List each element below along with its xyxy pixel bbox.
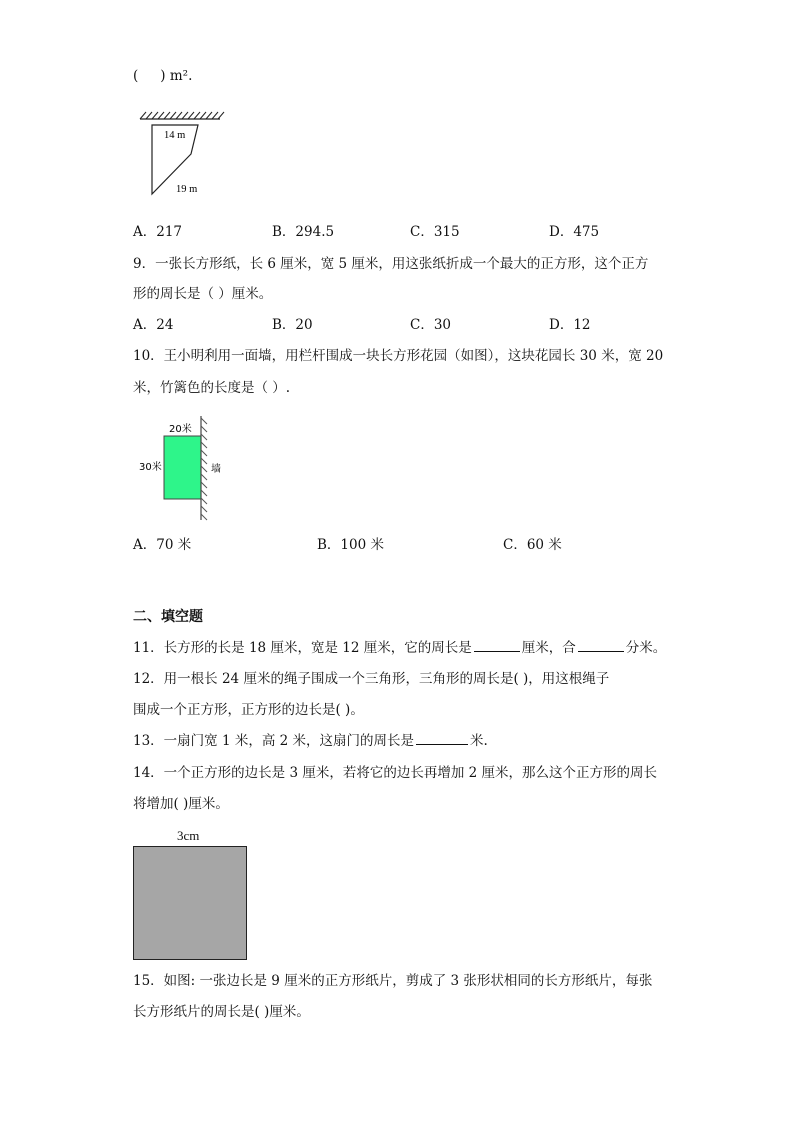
q14-line1: 14．一个正方形的边长是 3 厘米，若将它的边长再增加 2 厘米，那么这个正方形的周长 [133, 765, 658, 781]
q14-square [133, 846, 247, 960]
q9-option-c[interactable]: C．30 [410, 317, 452, 333]
q11-part1: 11．长方形的长是 18 厘米，宽是 12 厘米，它的周长是 [133, 640, 472, 656]
q10-garden-rect [164, 436, 201, 499]
q15-line2: 长方形纸片的周长是( )厘米。 [133, 1004, 310, 1020]
q11-part3: 分米。 [625, 640, 667, 656]
q13-part2: 米. [470, 733, 488, 749]
q8-paren-close: ) [160, 68, 166, 84]
q15-line1: 15．如图: 一张边长是 9 厘米的正方形纸片，剪成了 3 张形状相同的长方形纸片，每张 [133, 973, 653, 989]
q8-option-a[interactable]: A．217 [133, 224, 183, 240]
q9-option-d[interactable]: D．12 [549, 317, 591, 333]
q10-side-label: 30米 [139, 462, 162, 473]
q13-line [133, 731, 488, 751]
q10-line1: 10．王小明利用一面墙，用栏杆围成一块长方形花园（如图），这块花园长 30 米，宽 20 [133, 348, 664, 364]
q10-line2: 米，竹篱色的长度是（ ）. [133, 380, 291, 396]
q8-top-label: 14 m [164, 130, 186, 141]
q14-line2: 将增加( )厘米。 [133, 796, 229, 812]
q10-wall-label: 墙 [211, 464, 221, 475]
q8-bottom-label: 19 m [176, 184, 198, 195]
q13-part1: 13．一扇门宽 1 米，高 2 米，这扇门的周长是 [133, 733, 415, 749]
q8-end: . [188, 68, 193, 84]
q11-blank-2[interactable] [578, 638, 624, 652]
q11-blank-1[interactable] [474, 638, 520, 652]
q9-line2: 形的周长是（ ）厘米。 [133, 286, 273, 302]
q10-option-a[interactable]: A．70 米 [133, 537, 192, 553]
q8-option-c[interactable]: C．315 [410, 224, 460, 240]
q8-option-d[interactable]: D．475 [549, 224, 600, 240]
q8-answer-line [133, 66, 192, 86]
q10-top-label: 20米 [169, 424, 192, 435]
q8-paren-open: ( [133, 68, 139, 84]
q12-line1: 12．用一根长 24 厘米的绳子围成一个三角形，三角形的周长是( )，用这根绳子 [133, 671, 610, 687]
q8-unit: m² [169, 68, 189, 84]
q9-option-b[interactable]: B．20 [272, 317, 313, 333]
q9-line1: 9．一张长方形纸，长 6 厘米，宽 5 厘米，用这张纸折成一个最大的正方形，这个正方 [133, 256, 649, 272]
q11-part2: 厘米，合 [521, 640, 576, 656]
q8-option-b[interactable]: B．294.5 [272, 224, 335, 240]
q10-garden-figure [137, 414, 229, 522]
section-fill-in-title: 二、填空题 [133, 609, 203, 625]
q10-option-b[interactable]: B．100 米 [317, 537, 384, 553]
q14-square-label: 3cm [177, 828, 200, 843]
q12-line2: 围成一个正方形，正方形的边长是( )。 [133, 702, 364, 718]
q9-option-a[interactable]: A．24 [133, 317, 174, 333]
q13-blank[interactable] [416, 731, 468, 745]
q8-trapezoid-figure [136, 110, 226, 202]
q10-option-c[interactable]: C．60 米 [503, 537, 562, 553]
q11-line [133, 638, 666, 658]
